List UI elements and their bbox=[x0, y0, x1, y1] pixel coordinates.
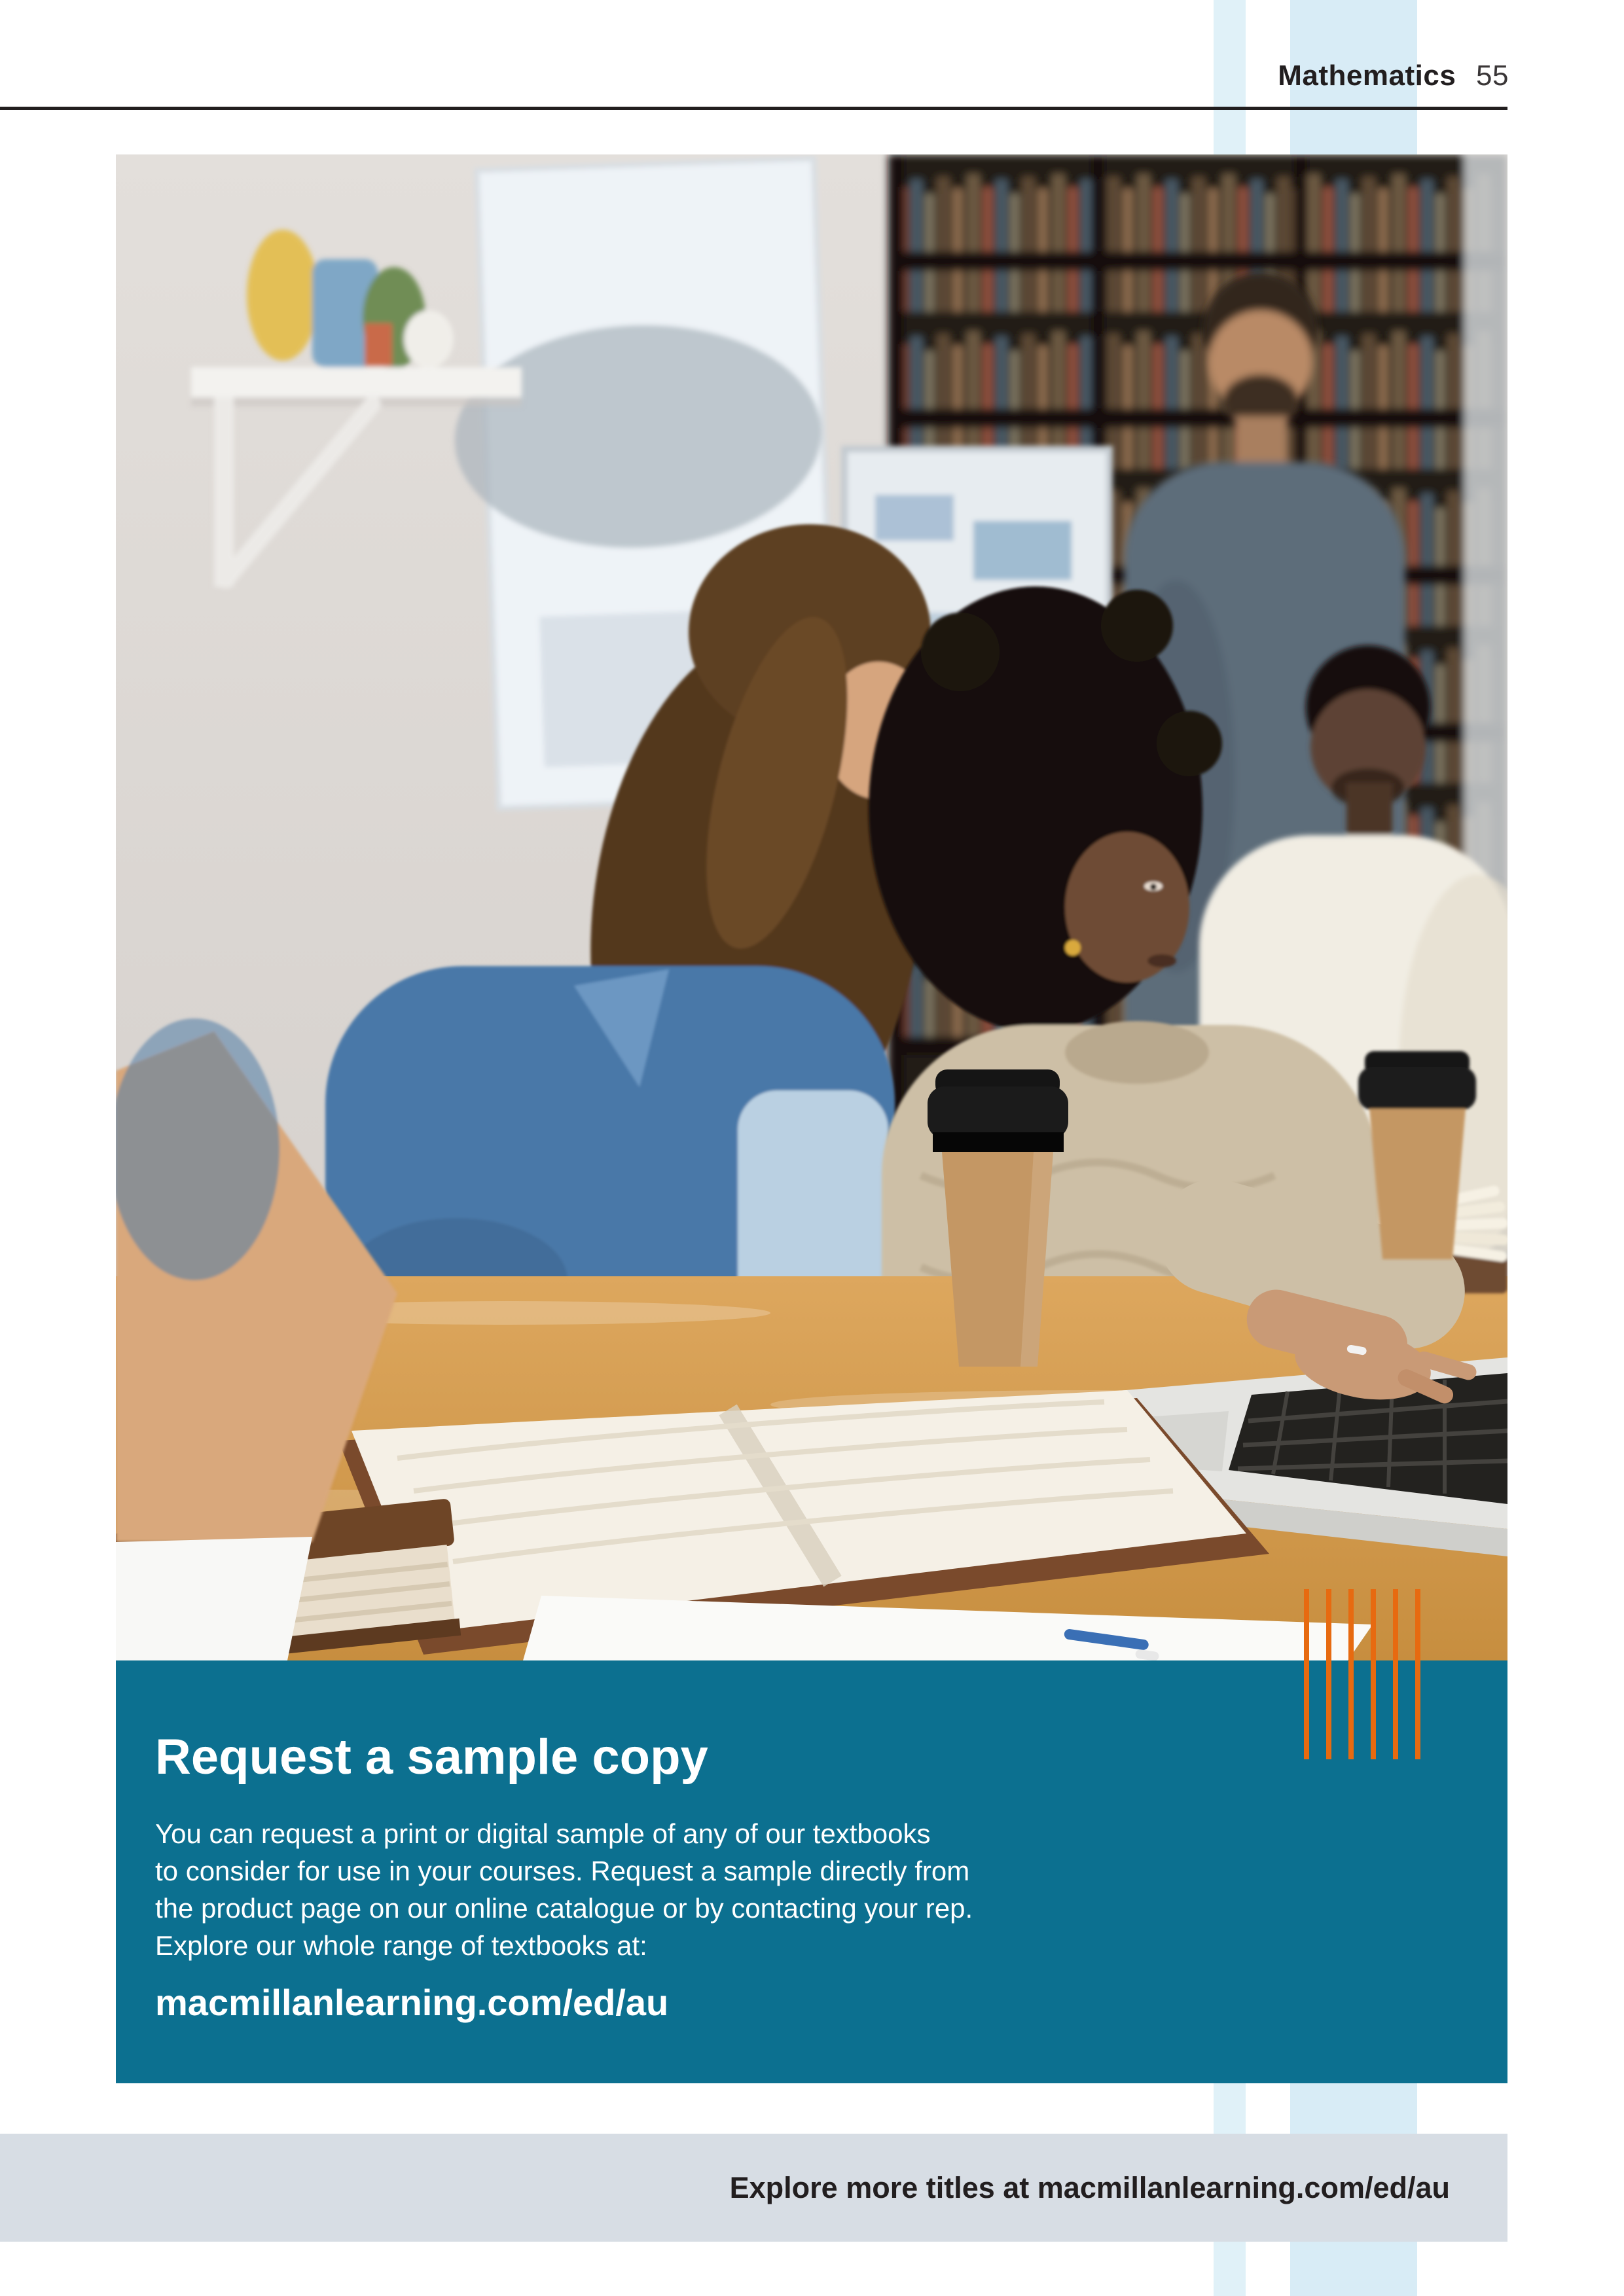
banner-body-line: You can request a print or digital sample of any of our textbooks bbox=[155, 1818, 931, 1849]
orange-line bbox=[1393, 1589, 1398, 1759]
banner-url: macmillanlearning.com/ed/au bbox=[155, 1982, 669, 2023]
orange-line bbox=[1415, 1589, 1420, 1759]
orange-lines-decoration bbox=[1304, 1589, 1422, 1759]
paper-left bbox=[116, 1537, 312, 1660]
footer-text: Explore more titles at macmillanlearning.com/ed/au bbox=[729, 2170, 1450, 2204]
library-photo-illustration bbox=[116, 154, 1507, 1660]
footer-bar bbox=[0, 2134, 1507, 2242]
orange-line bbox=[1371, 1589, 1376, 1759]
orange-line bbox=[1326, 1589, 1331, 1759]
banner-heading: Request a sample copy bbox=[155, 1729, 708, 1785]
banner-body bbox=[155, 1815, 973, 1964]
orange-line bbox=[1348, 1589, 1354, 1759]
library-photo bbox=[116, 154, 1507, 1660]
orange-line bbox=[1304, 1589, 1309, 1759]
section-title: Mathematics bbox=[1278, 60, 1456, 92]
header-rule bbox=[0, 107, 1507, 110]
page-header bbox=[0, 60, 1509, 93]
banner-body-line: to consider for use in your courses. Request a sample directly from bbox=[155, 1856, 970, 1886]
page-number: 55 bbox=[1476, 60, 1509, 92]
banner-body-line: Explore our whole range of textbooks at: bbox=[155, 1930, 647, 1961]
sample-banner bbox=[116, 1660, 1507, 2083]
banner-body-line: the product page on our online catalogue or by contacting your rep. bbox=[155, 1893, 973, 1924]
